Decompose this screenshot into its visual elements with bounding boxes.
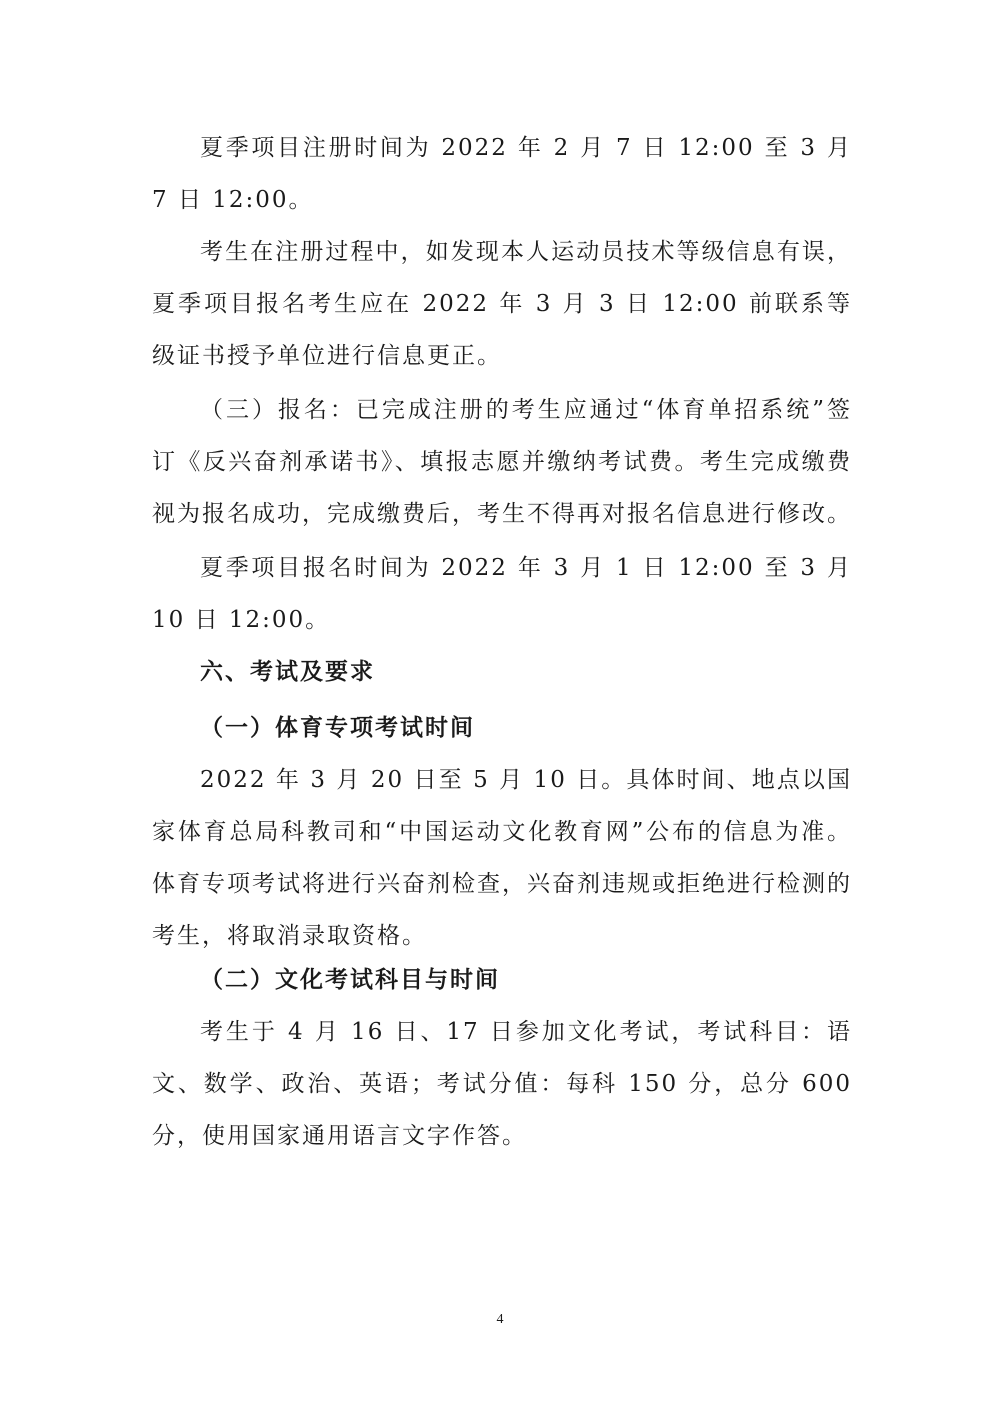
section-heading-exams: 六、考试及要求 [200,658,375,685]
paragraph-summer-registration-time: 夏季项目注册时间为 2022 年 2 月 7 日 12:00 至 3 月 7 日 12:00。 [152,135,852,213]
paragraph-summer-enrollment-time: 夏季项目报名时间为 2022 年 3 月 1 日 12:00 至 3 月 10 日 12:00。 [152,555,852,633]
page-number: 4 [496,1312,504,1327]
subheading-cultural-exam: （二）文化考试科目与时间 [200,966,500,993]
paragraph-enrollment: （三）报名：已完成注册的考生应通过“体育单招系统”签订《反兴奋剂承诺书》、填报志愿并缴纳考试费。考生完成缴费视为报名成功，完成缴费后，考生不得再对报名信息进行修改。 [152,397,852,527]
paragraph-athlete-info-correction: 考生在注册过程中，如发现本人运动员技术等级信息有误，夏季项目报名考生应在 2022 年 3 月 3 日 12:00 前联系等级证书授予单位进行信息更正。 [152,239,852,369]
paragraph-sports-exam-details: 2022 年 3 月 20 日至 5 月 10 日。具体时间、地点以国家体育总局科教司和“中国运动文化教育网”公布的信息为准。体育专项考试将进行兴奋剂检查，兴奋剂违规或拒绝进行检测的考生，将取消录取资格。 [152,767,852,949]
paragraph-cultural-exam-details: 考生于 4 月 16 日、17 日参加文化考试，考试科目：语文、数学、政治、英语；考试分值：每科 150 分，总分 600 分，使用国家通用语言文字作答。 [152,1019,852,1149]
subheading-sports-exam-time: （一）体育专项考试时间 [200,714,475,741]
